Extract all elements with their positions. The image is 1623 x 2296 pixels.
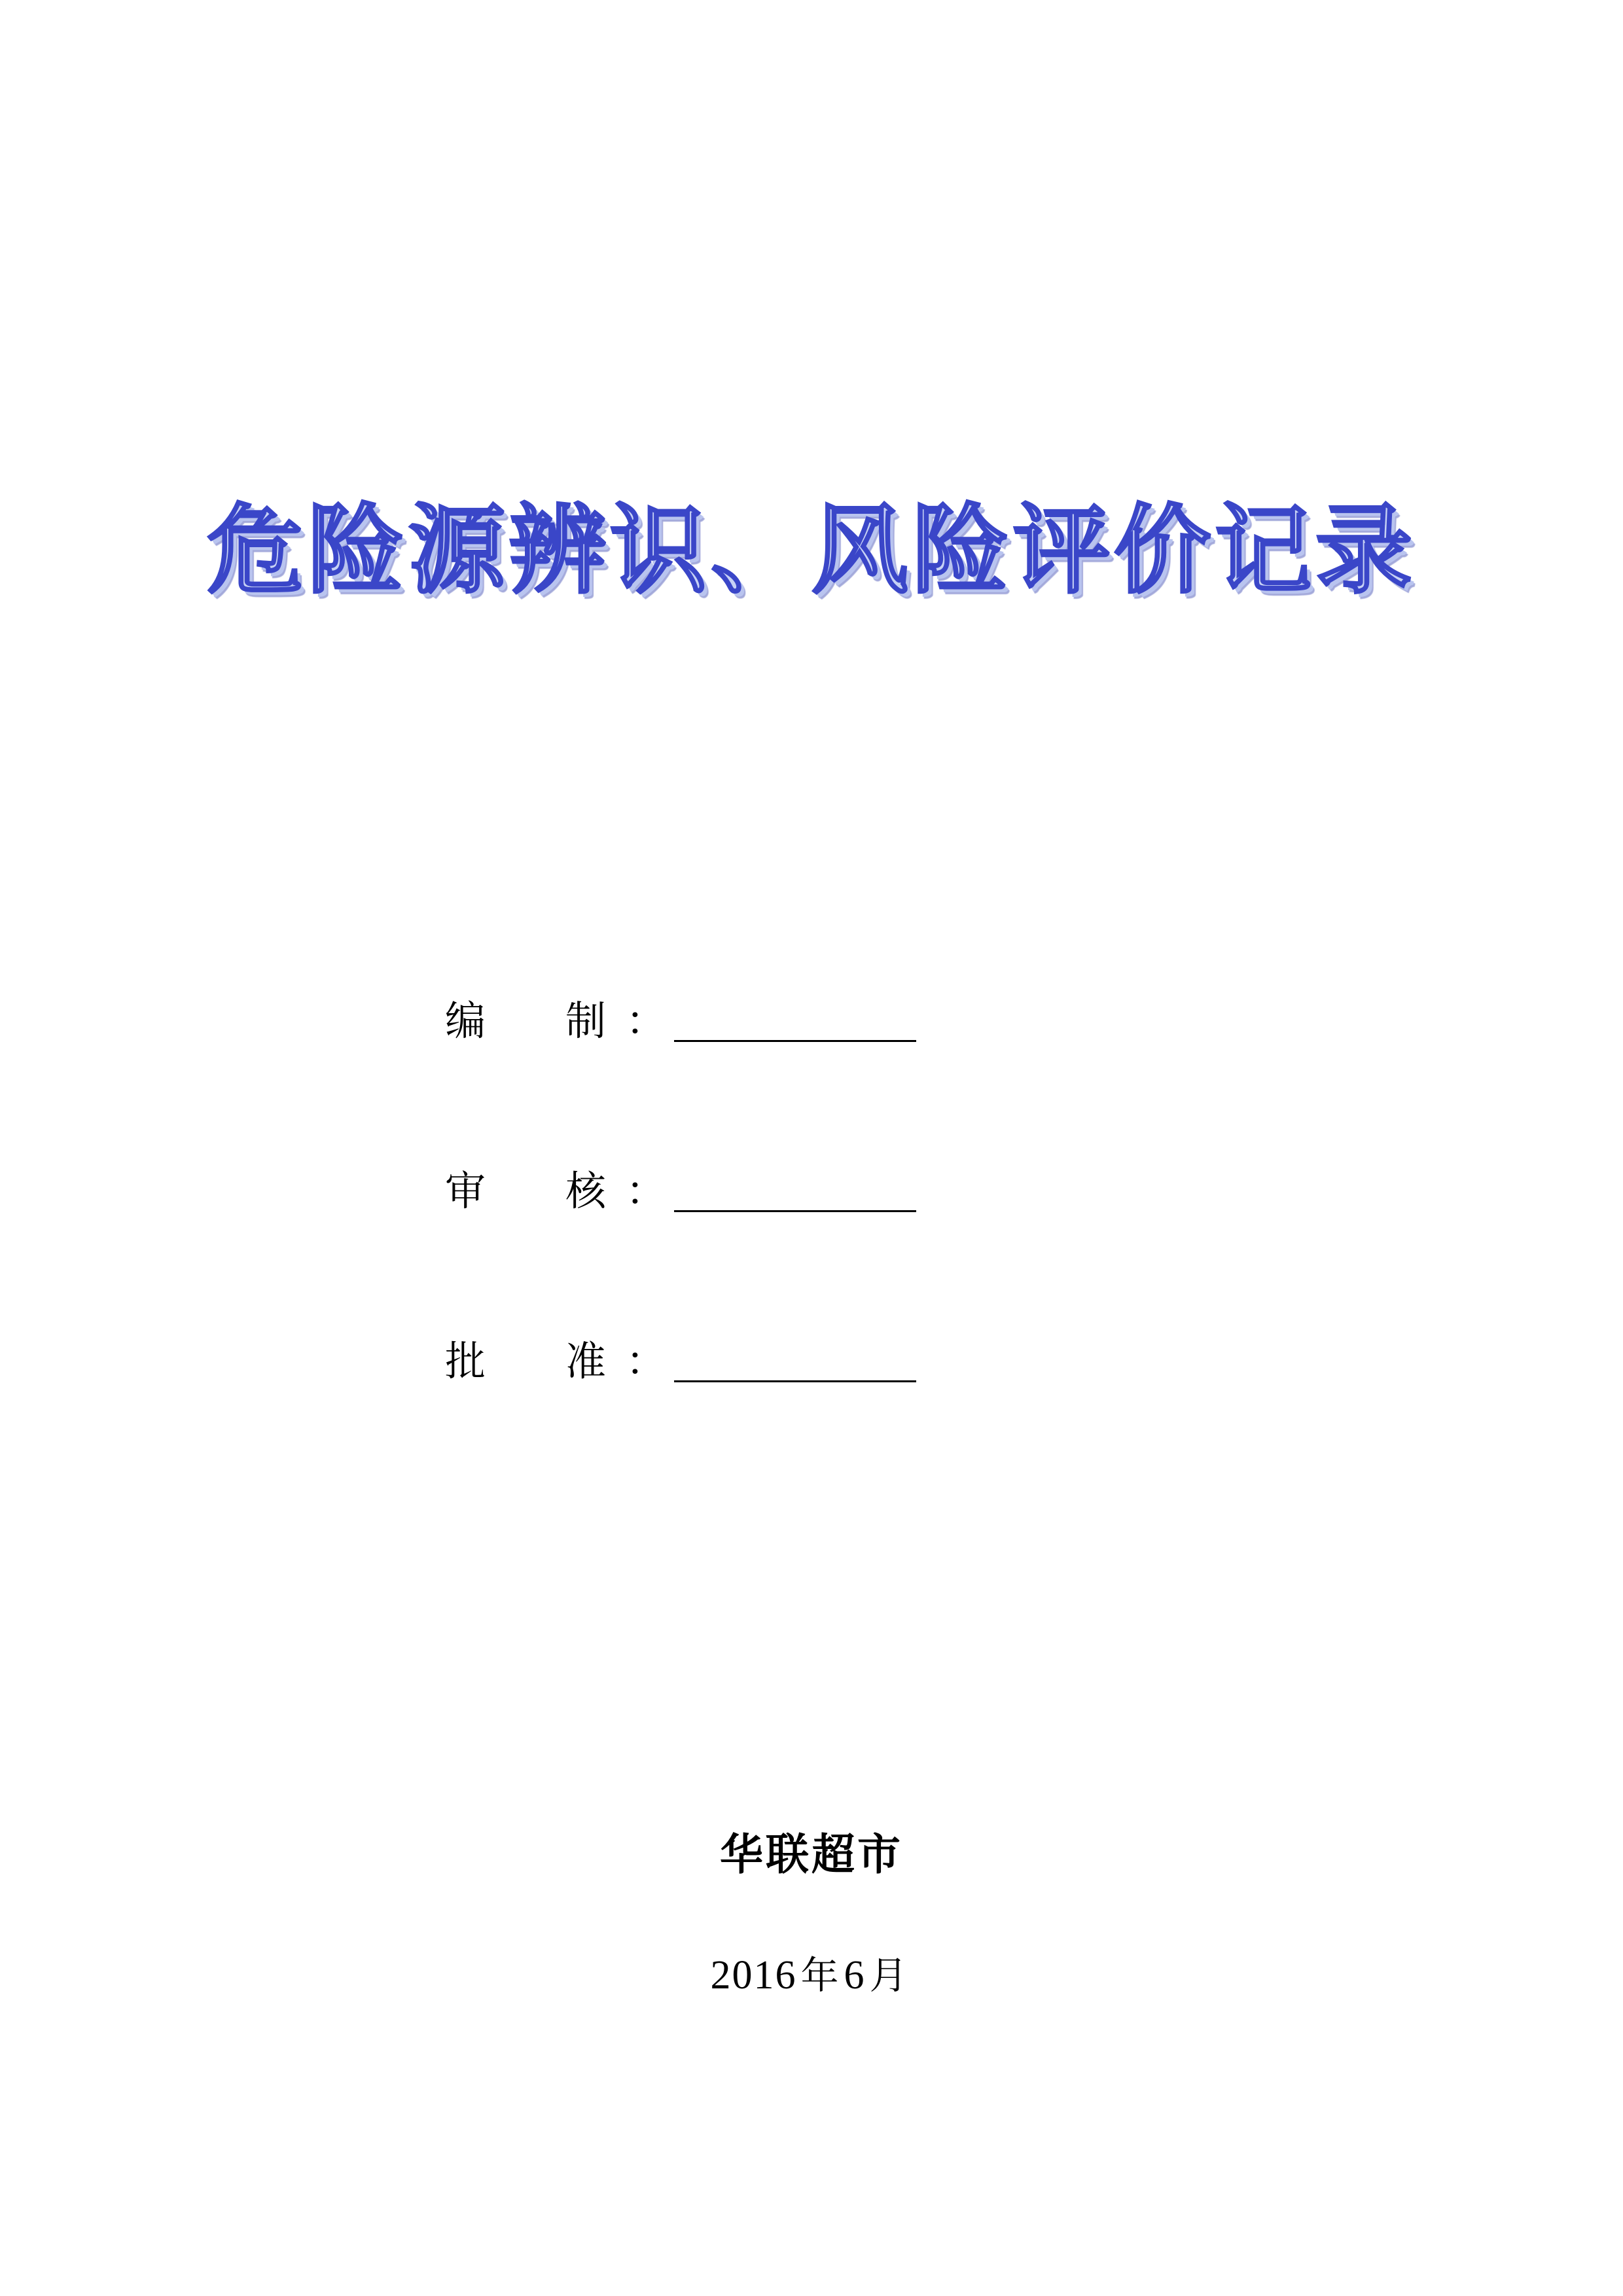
signature-colon-author: ： — [626, 999, 667, 1044]
signature-field-reviewer[interactable] — [674, 1179, 916, 1212]
title-block — [0, 494, 1623, 607]
signature-field-author[interactable] — [674, 1009, 916, 1042]
document-date — [0, 1945, 1623, 2000]
signature-label-approver: 批 准 — [445, 1340, 626, 1384]
date-month: 6 — [844, 1953, 866, 1998]
signature-label-author: 编 制 — [445, 999, 626, 1044]
signature-field-approver[interactable] — [674, 1349, 916, 1382]
signature-colon-approver: ： — [626, 1340, 667, 1384]
footer-block — [0, 1820, 1623, 2000]
signature-row-approver — [445, 1342, 1230, 1382]
page-title: 危险源辨识、风险评价记录 — [207, 494, 1416, 607]
date-month-unit: 月 — [869, 1953, 909, 1998]
signature-row-author — [445, 1001, 1230, 1042]
signature-block — [445, 1001, 1230, 1512]
signature-label-reviewer: 审 核 — [445, 1170, 626, 1214]
date-year-unit: 年 — [800, 1953, 840, 1998]
signature-row-reviewer — [445, 1172, 1230, 1212]
signature-colon-reviewer: ： — [626, 1170, 667, 1214]
organization-name: 华联超市 — [720, 1829, 903, 1880]
date-year: 2016 — [710, 1953, 797, 1998]
